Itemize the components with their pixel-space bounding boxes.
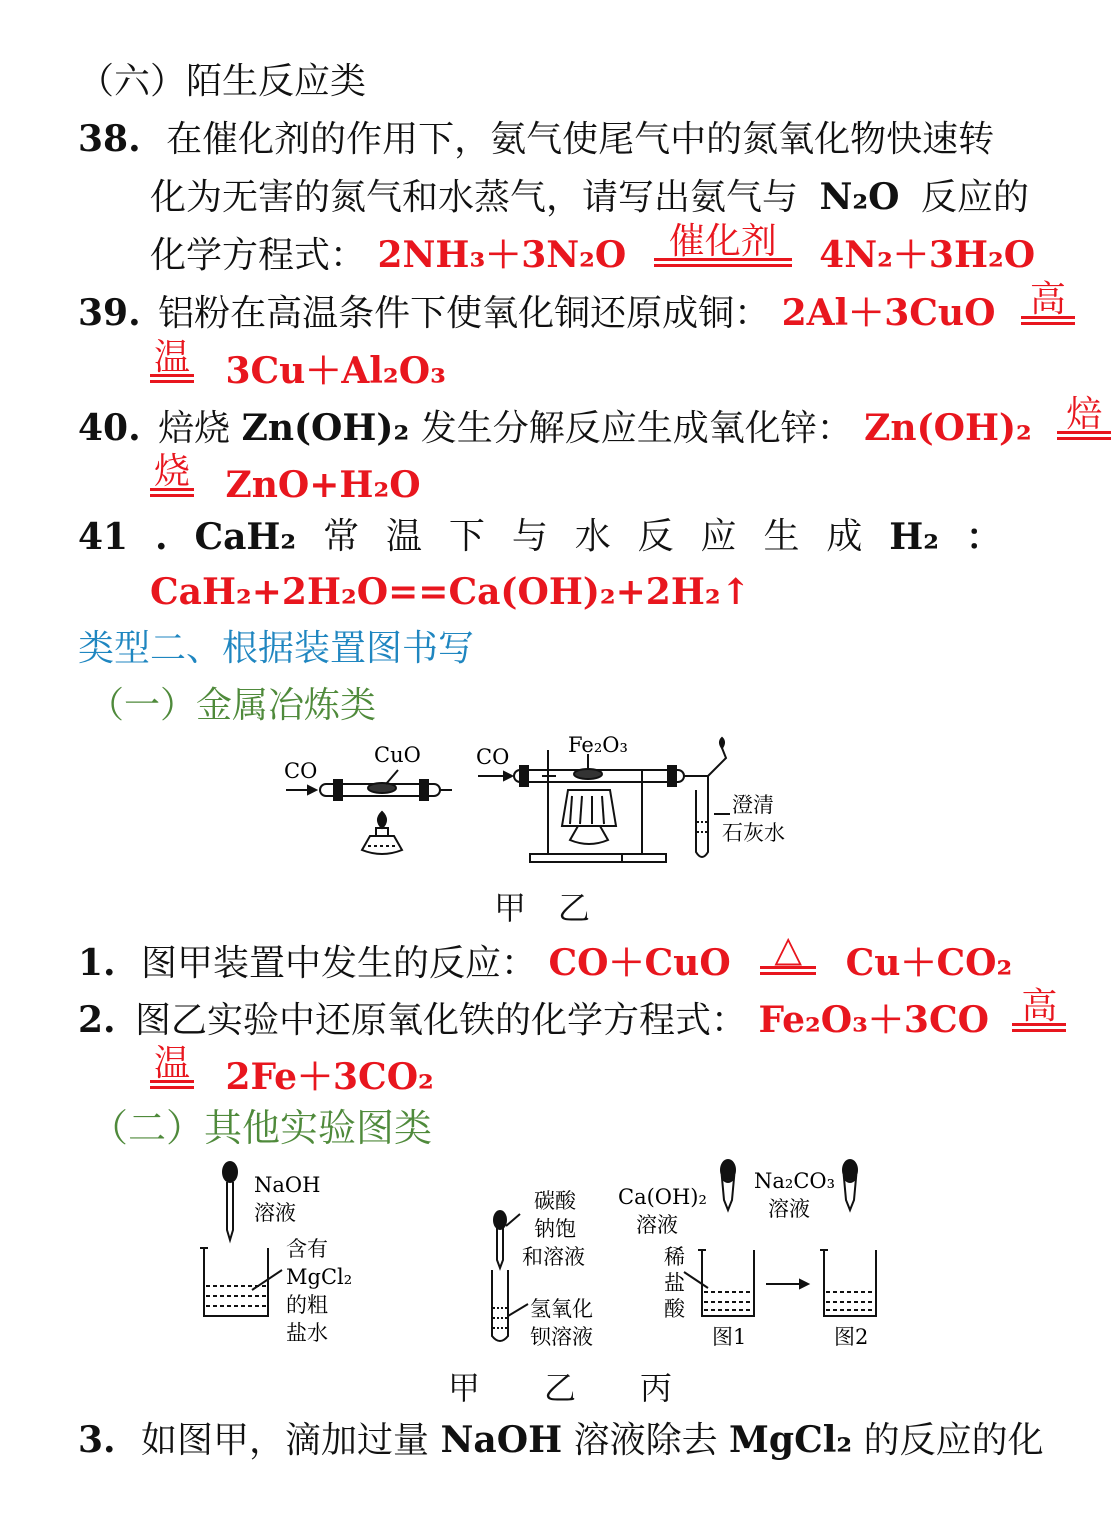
question-2-line-2 [150, 1043, 434, 1100]
answer-left: Zn(OH)₂ [864, 407, 1032, 449]
label-cuo: CuO [374, 743, 421, 767]
dot: . [155, 516, 168, 558]
question-text: 图甲装置中发生的反应： [141, 943, 538, 984]
question-38-line-2 [150, 175, 1029, 220]
label-mg-a: 含有 [286, 1237, 328, 1261]
answer-left: 2Al＋3CuO [781, 292, 996, 334]
label-hcl-b: 盐 [664, 1271, 685, 1295]
formula: H₂ [889, 516, 940, 558]
question-number: 38. [78, 118, 141, 160]
label-na2co3-a: 碳酸 [534, 1189, 576, 1213]
label-fig2: 图2 [834, 1325, 869, 1349]
reaction-condition: △ [760, 928, 816, 972]
question-text: 图乙实验中还原氧化铁的化学方程式： [135, 1000, 748, 1041]
reaction-condition-part-2: 温 [150, 336, 194, 380]
question-text: 焙烧 [158, 408, 231, 449]
question-text: 化为无害的氮气和水蒸气，请写出氨气与 [150, 177, 799, 218]
label-hcl-a: 稀 [664, 1245, 685, 1269]
question-text: 在催化剂的作用下，氨气使尾气中的氮氧化物快速转 [166, 119, 995, 160]
label-limewater-a: 澄清 [732, 793, 774, 817]
exhaust-tube [708, 748, 726, 776]
label-naoh-a: NaOH [254, 1173, 321, 1197]
subsection-metal-smelting: （一）金属冶炼类 [88, 685, 377, 726]
label-na2co3-c: 和溶液 [522, 1245, 585, 1269]
subsection-other-experiments: （二）其他实验图类 [90, 1106, 433, 1150]
beaker-fig1 [702, 1250, 754, 1316]
test-tube-b [492, 1270, 508, 1341]
label-baoh-a: 氢氧化 [530, 1297, 593, 1321]
formula: Zn(OH)₂ [241, 407, 410, 449]
question-number: 1. [78, 942, 116, 984]
metal-smelting-apparatus-diagram [270, 730, 810, 880]
answer-left: 2NH₃＋3N₂O [377, 234, 627, 276]
question-3 [78, 1418, 1044, 1463]
label-caoh-a: Ca(OH)₂ [618, 1185, 707, 1209]
question-number: 40. [78, 407, 141, 449]
question-number: 2. [78, 999, 116, 1041]
char: 应 [700, 516, 737, 557]
cuo-pointer [386, 770, 398, 784]
arrow-head [308, 786, 316, 794]
reaction-condition-part-1: 焙 [1057, 393, 1111, 437]
figure-1-caption: 甲 乙 [494, 889, 591, 927]
label-naoh-b: 溶液 [254, 1201, 296, 1225]
figure-2-caption: 甲 乙 丙 [448, 1369, 673, 1407]
formula: N₂O [819, 176, 900, 218]
label-na2co3-b: 钠饱 [534, 1217, 576, 1241]
dropper-tube [227, 1182, 233, 1240]
other-experiments-diagram [190, 1156, 890, 1356]
question-38-line-1 [78, 117, 994, 162]
answer-right: 4N₂＋3H₂O [819, 234, 1036, 276]
reaction-condition-part-2: 烧 [150, 450, 194, 494]
dropper-bulb [223, 1162, 237, 1182]
question-1 [78, 929, 1013, 986]
question-39-line-2 [150, 337, 446, 394]
question-text: 发生分解反应生成氧化锌： [420, 408, 853, 449]
label-mg-c: 的粗 [286, 1293, 328, 1317]
question-40-line-1 [78, 394, 1111, 451]
question-41-line-1 [78, 515, 1002, 559]
label-fig1: 图1 [712, 1325, 747, 1349]
label-fe2o3: Fe₂O₃ [568, 733, 628, 757]
label-na2co3-2a: Na₂CO₃ [754, 1169, 836, 1193]
beaker-fig2 [824, 1250, 876, 1316]
char: 水 [574, 516, 611, 557]
cuo-sample [368, 783, 396, 793]
label-co-a: CO [284, 759, 318, 783]
question-text: 化学方程式： [150, 235, 367, 276]
alcohol-burner [570, 826, 608, 844]
label-caoh-b: 溶液 [636, 1213, 678, 1237]
stopper [334, 780, 342, 800]
stopper [420, 780, 428, 800]
type-2-heading: 类型二、根据装置图书写 [78, 628, 475, 669]
reaction-condition-part-2: 温 [150, 1042, 194, 1086]
reaction-condition-part-1: 高 [1012, 985, 1066, 1029]
reaction-condition: 催化剂 [654, 220, 792, 264]
question-2-line-1 [78, 986, 1066, 1043]
lamp-flame [378, 812, 386, 828]
label-hcl-c: 酸 [664, 1297, 685, 1321]
label-mg-b: MgCl₂ [286, 1265, 353, 1289]
question-41-answer: CaH₂+2H₂O==Ca(OH)₂+2H₂↑ [150, 571, 751, 613]
char: 成 [826, 516, 863, 557]
char: 温 [386, 516, 423, 557]
char: 下 [448, 516, 485, 557]
reaction-condition-part-1: 高 [1021, 278, 1075, 322]
char: 常 [323, 516, 360, 557]
question-39-line-1 [78, 279, 1075, 336]
label-limewater-b: 石灰水 [722, 821, 785, 845]
answer-right: 2Fe＋3CO₂ [225, 1056, 434, 1098]
answer-right: Cu＋CO₂ [845, 942, 1013, 984]
question-number: 39. [78, 292, 141, 334]
label-mg-d: 盐水 [286, 1321, 328, 1345]
formula: NaOH [440, 1419, 563, 1461]
stand-base-left [530, 854, 622, 862]
question-text: 溶液除去 [573, 1420, 718, 1461]
section-title-unfamiliar-reactions: （六）陌生反应类 [78, 61, 367, 102]
question-number: 41 [78, 516, 129, 558]
limewater-test-tube [696, 790, 708, 857]
formula: MgCl₂ [729, 1419, 853, 1461]
question-text: 反应的 [920, 177, 1029, 218]
question-number: 3. [78, 1419, 116, 1461]
colon: ： [965, 516, 1002, 558]
question-text: 铝粉在高温条件下使氧化铜还原成铜： [158, 293, 771, 334]
char: 反 [637, 516, 674, 557]
question-38-line-3 [150, 221, 1036, 278]
fe2o3-sample [574, 769, 602, 779]
char: 生 [763, 516, 800, 557]
question-text: 的反应的化 [863, 1420, 1044, 1461]
label-baoh-b: 钡溶液 [530, 1325, 593, 1349]
label-na2co3-2b: 溶液 [768, 1197, 810, 1221]
answer-right: ZnO+H₂O [225, 464, 421, 506]
answer-left: CO＋CuO [548, 942, 731, 984]
formula: CaH₂ [194, 516, 297, 558]
question-text: 如图甲，滴加过量 [141, 1420, 430, 1461]
answer-left: Fe₂O₃＋3CO [758, 999, 989, 1041]
label-co-b: CO [476, 745, 510, 769]
char: 与 [511, 516, 548, 557]
question-40-line-2 [150, 451, 421, 508]
answer-right: 3Cu＋Al₂O₃ [225, 350, 446, 392]
